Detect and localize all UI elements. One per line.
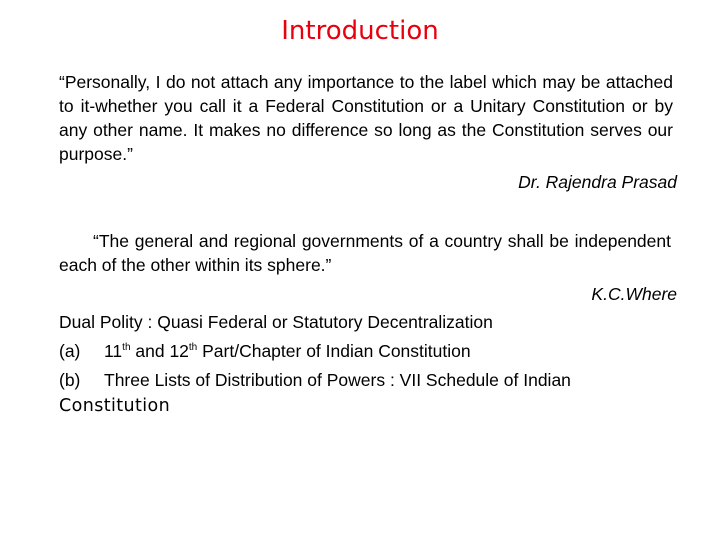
list-item-a-rest: Part/Chapter of Indian Constitution bbox=[197, 341, 471, 361]
slide-title: Introduction bbox=[281, 16, 439, 46]
list-item-b-continuation: Constitution bbox=[59, 396, 171, 416]
list-item-a-mid: and 12 bbox=[130, 341, 189, 361]
list-marker-a: (a) bbox=[59, 341, 81, 361]
list-item-b bbox=[59, 370, 571, 391]
quote-prasad: “Personally, I do not attach any importance to the label which may be attached to it-whether you call it a Federal Constitution or a Unitary Constitution or by any other name. It makes no difference so long as the Constitution serves our purpose.” bbox=[59, 72, 673, 164]
list-item-a-num1: 11 bbox=[104, 341, 123, 361]
quote-where: “The general and regional governments of a country shall be independent each of the other within its sphere.” bbox=[59, 231, 671, 275]
list-marker-b: (b) bbox=[59, 370, 81, 390]
list-item-a bbox=[59, 341, 471, 362]
quote-author-where: K.C.Where bbox=[591, 284, 677, 304]
dual-polity-heading: Dual Polity : Quasi Federal or Statutory Decentralization bbox=[59, 312, 493, 332]
list-item-b-text: Three Lists of Distribution of Powers : VII Schedule of Indian bbox=[104, 370, 571, 390]
quote-author-prasad: Dr. Rajendra Prasad bbox=[518, 172, 677, 192]
list-item-a-sup1: th bbox=[122, 342, 131, 354]
list-item-a-sup2: th bbox=[188, 342, 198, 354]
